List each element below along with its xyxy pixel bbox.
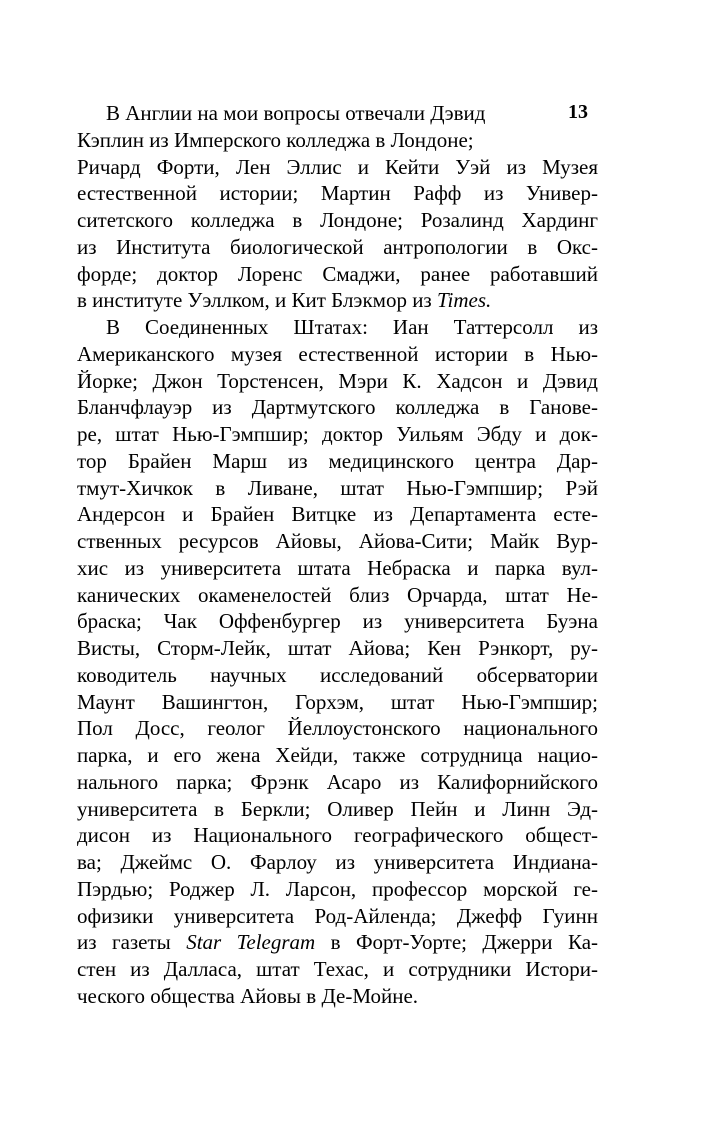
text-line [77, 822, 598, 849]
text-segment: Кэплин из Имперского колледжа в Лондоне; [77, 127, 474, 152]
text-line [77, 582, 598, 609]
text-segment: Бланчфлауэр из Дартмутского колледжа в Ганове- [77, 395, 598, 420]
text-line [77, 929, 598, 956]
text-segment: В Соединенных Штатах: Иан Таттерсолл из [106, 315, 598, 339]
text-segment: браска; Чак Оффенбургер из университета Буэна [77, 609, 598, 634]
text-line [77, 983, 598, 1010]
text-line [77, 876, 598, 903]
text-segment: тмут-Хичкок в Ливане, штат Нью-Гэмпшир; Рэй [77, 475, 598, 500]
text-segment: канических окаменелостей близ Орчарда, штат Не- [77, 582, 598, 607]
text-line [77, 662, 598, 689]
text-line [77, 154, 598, 181]
text-line [77, 448, 598, 475]
text-segment: парка, и его жена Хейди, также сотрудница нацио- [77, 743, 598, 767]
text-segment: Ричард Форти, Лен Эллис и Кейти Уэй из Музея [77, 154, 598, 179]
text-segment: в Форт-Уорте; Джерри Ка- [315, 930, 599, 955]
text-line [77, 956, 598, 983]
text-segment: ственных ресурсов Айовы, Айова-Сити; Майк Вур- [77, 529, 598, 553]
text-segment: Американского музея естественной истории в Нью- [77, 341, 598, 366]
text-line [77, 742, 598, 769]
text-segment: ва; Джеймс О. Фарлоу из университета Индиана- [77, 850, 598, 874]
text-line [77, 555, 598, 582]
text-line [77, 100, 598, 127]
text-segment: В Англии на мои вопросы отвечали Дэвид [106, 101, 486, 125]
text-line [77, 689, 598, 716]
text-segment: естественной истории; Мартин Рафф из Универ- [77, 181, 598, 206]
text-line [77, 287, 598, 314]
text-line [77, 608, 598, 635]
italic-text: Star Telegram [186, 930, 316, 955]
text-line [77, 314, 598, 341]
text-line [77, 180, 598, 207]
text-line [77, 127, 598, 154]
text-segment: нального парка; Фрэнк Асаро из Калифорнийского [77, 769, 598, 794]
text-segment: Йорке; Джон Торстенсен, Мэри К. Хадсон и Дэвид [77, 368, 598, 393]
page-number: 13 [568, 101, 588, 123]
text-line [77, 368, 598, 395]
text-line [77, 903, 598, 930]
text-segment: Пэрдью; Роджер Л. Ларсон, профессор морской ге- [77, 876, 598, 901]
text-segment: Андерсон и Брайен Витцке из Департамента есте- [77, 502, 598, 527]
text-line [77, 769, 598, 796]
text-line [77, 635, 598, 662]
text-segment: университета в Беркли; Оливер Пейн и Линн Эд- [77, 796, 598, 821]
text-line [77, 421, 598, 448]
text-line [77, 849, 598, 876]
text-segment: Маунт Вашингтон, Горхэм, штат Нью-Гэмпшир; [77, 689, 598, 714]
text-segment: ситетского колледжа в Лондоне; Розалинд Хардинг [77, 208, 598, 232]
text-segment: из Института биологической антропологии в Окс- [77, 234, 598, 259]
text-segment: стен из Далласа, штат Техас, и сотрудники Истори- [77, 957, 598, 981]
page-text [77, 100, 598, 1010]
text-segment: в институте Уэллком, и Кит Блэкмор из [77, 288, 437, 313]
text-segment: ководитель научных исследований обсерватории [77, 662, 598, 687]
text-line [77, 796, 598, 823]
text-segment: ческого общества Айовы в Де-Мойне. [77, 983, 419, 1008]
text-segment: из газеты [77, 930, 187, 955]
text-line [77, 528, 598, 555]
text-segment: ре, штат Нью-Гэмпшир; доктор Уильям Эбду и док- [77, 422, 598, 446]
text-segment: хис из университета штата Небраска и парка вул- [77, 555, 598, 580]
text-segment: офизики университета Род-Айленда; Джефф Гуинн [77, 903, 598, 928]
text-line [77, 501, 598, 528]
text-line [77, 341, 598, 368]
italic-text: Times. [436, 288, 492, 313]
text-line [77, 715, 598, 742]
text-line [77, 394, 598, 421]
text-segment: форде; доктор Лоренс Смаджи, ранее работавший [77, 261, 598, 286]
text-segment: Висты, Сторм-Лейк, штат Айова; Кен Рэнкорт, ру- [77, 636, 598, 660]
text-line [77, 475, 598, 502]
text-segment: Пол Досс, геолог Йеллоустонского национального [77, 716, 598, 741]
text-line [77, 207, 598, 234]
text-segment: дисон из Национального географического общест- [77, 823, 598, 848]
text-segment: тор Брайен Марш из медицинского центра Дар- [77, 448, 598, 473]
text-line [77, 234, 598, 261]
text-line [77, 261, 598, 288]
